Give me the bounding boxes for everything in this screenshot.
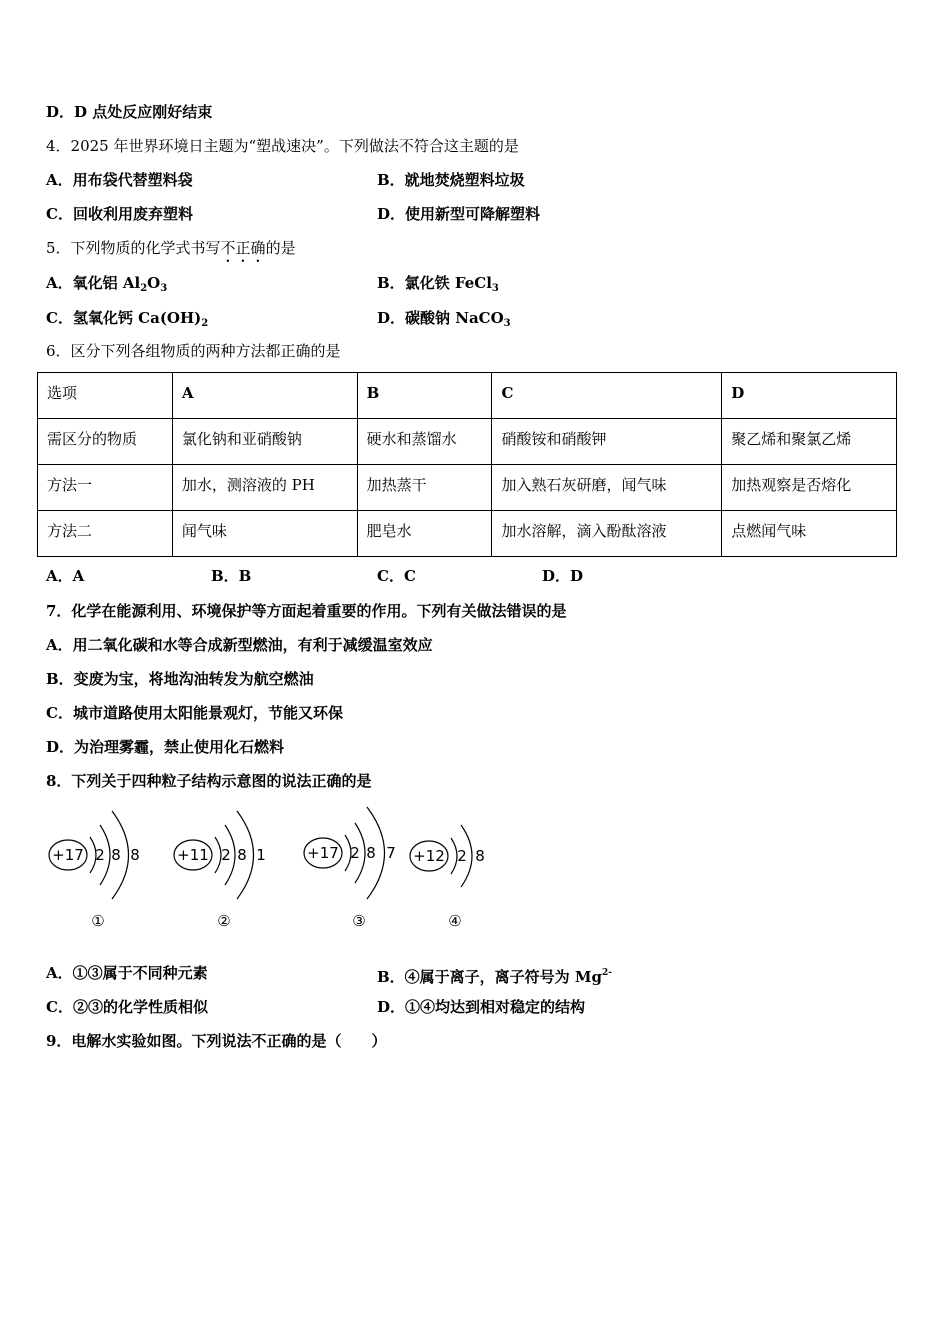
shell-electrons: 8: [130, 846, 140, 864]
nucleus-charge: +17: [307, 844, 339, 862]
particle-4: [410, 825, 485, 930]
nucleus-charge: +12: [413, 847, 445, 865]
particle-3: [304, 807, 396, 930]
shell-electrons: 2: [95, 846, 105, 864]
q8-option-d: D．①④均达到相对稳定的结构: [377, 998, 586, 1016]
q8-b-text: B．④属于离子，离子符号为 Mg: [377, 968, 602, 986]
particle-2: [174, 811, 266, 930]
q6-option-d: D．D: [542, 567, 584, 585]
q5-stem: [46, 238, 296, 266]
particle-1: [49, 811, 140, 930]
shell-electrons: 8: [366, 844, 376, 862]
particle-structure-diagram: [40, 795, 500, 940]
shell-electrons: 2: [457, 847, 467, 865]
table-cell: 选项: [38, 373, 173, 419]
q6-option-a: A．A: [46, 567, 85, 585]
electron-shell: [215, 837, 221, 873]
q5-a-label: A．氧化铝 Al: [46, 274, 141, 292]
table-cell: 加热蒸干: [357, 465, 492, 511]
q5-c-sub: 2: [201, 318, 209, 329]
q3-option-d: D．D 点处反应刚好结束: [46, 103, 213, 121]
q6-option-b: B．B: [211, 567, 252, 585]
table-cell: 聚乙烯和聚氯乙烯: [722, 419, 897, 465]
table-cell: 方法二: [38, 511, 173, 557]
q4-option-c: C．回收利用废弃塑料: [46, 205, 193, 223]
table-cell: 点燃闻气味: [722, 511, 897, 557]
q6-table: [37, 372, 897, 557]
table-row: [38, 419, 897, 465]
shell-electrons: 8: [237, 846, 247, 864]
q5-b-label: B．氯化铁 FeCl: [377, 274, 492, 292]
q6-stem: 6．区分下列各组物质的两种方法都正确的是: [46, 342, 341, 360]
q5-b-sub: 3: [491, 283, 499, 294]
q8-stem: 8．下列关于四种粒子结构示意图的说法正确的是: [46, 772, 372, 790]
table-cell: A: [172, 373, 357, 419]
table-cell: D: [722, 373, 897, 419]
q7-option-a: A．用二氧化碳和水等合成新型燃油，有利于减缓温室效应: [46, 636, 433, 654]
q5-c-label: C．氢氧化钙 Ca(OH): [46, 309, 202, 327]
q5-d-label: D．碳酸钠 NaCO: [377, 309, 504, 327]
q5-a-mid: O: [147, 274, 161, 292]
particle-label: ③: [352, 912, 366, 930]
table-cell: 肥皂水: [357, 511, 492, 557]
table-cell: 闻气味: [172, 511, 357, 557]
q4-option-b: B．就地焚烧塑料垃圾: [377, 171, 525, 189]
shell-electrons: 8: [475, 847, 485, 865]
table-cell: 氯化钠和亚硝酸钠: [172, 419, 357, 465]
q8-b-charge: 2-: [602, 968, 612, 978]
q5-d-sub: 3: [503, 318, 511, 329]
shell-electrons: 1: [256, 846, 266, 864]
q5-stem-pre: 5．下列物质的化学式书写: [46, 239, 221, 257]
table-row: [38, 373, 897, 419]
q4-option-a: A．用布袋代替塑料袋: [46, 171, 193, 189]
shell-electrons: 7: [386, 844, 396, 862]
q7-option-b: B．变废为宝，将地沟油转发为航空燃油: [46, 670, 314, 688]
q5-a-sub1: 2: [140, 283, 148, 294]
particle-label: ②: [217, 912, 231, 930]
q6-option-c: C．C: [377, 567, 416, 585]
q4-option-d: D．使用新型可降解塑料: [377, 205, 541, 223]
particle-label: ①: [91, 912, 105, 930]
q5-option-d: [377, 308, 511, 334]
table-cell: 加入熟石灰研磨，闻气味: [492, 465, 722, 511]
q8-option-b: [377, 963, 612, 987]
table-row: [38, 511, 897, 557]
table-cell: C: [492, 373, 722, 419]
shell-electrons: 2: [350, 844, 360, 862]
q7-option-d: D．为治理雾霾，禁止使用化石燃料: [46, 738, 285, 756]
q7-stem: 7．化学在能源利用、环境保护等方面起着重要的作用。下列有关做法错误的是: [46, 602, 567, 620]
q8-option-a: A．①③属于不同种元素: [46, 964, 208, 982]
q8-option-c: C．②③的化学性质相似: [46, 998, 208, 1016]
shell-electrons: 8: [111, 846, 121, 864]
q5-stem-emphasis: 不正确: [220, 239, 266, 257]
table-cell: 硝酸铵和硝酸钾: [492, 419, 722, 465]
table-row: [38, 465, 897, 511]
table-cell: 硬水和蒸馏水: [357, 419, 492, 465]
table-cell: 加水，测溶液的 PH: [172, 465, 357, 511]
q4-stem: 4．2025 年世界环境日主题为“塑战速决”。下列做法不符合这主题的是: [46, 137, 519, 155]
q5-a-sub2: 3: [160, 283, 168, 294]
q5-stem-post: 的是: [265, 239, 296, 257]
table-cell: 加热观察是否熔化: [722, 465, 897, 511]
table-cell: B: [357, 373, 492, 419]
table-cell: 加水溶解，滴入酚酞溶液: [492, 511, 722, 557]
nucleus-charge: +11: [177, 846, 209, 864]
table-cell: 需区分的物质: [38, 419, 173, 465]
table-cell: 方法一: [38, 465, 173, 511]
q5-option-b: [377, 273, 499, 299]
shell-electrons: 2: [221, 846, 231, 864]
q9-stem: 9．电解水实验如图。下列说法不正确的是（ ）: [46, 1032, 387, 1050]
q5-option-a: [46, 273, 167, 299]
q5-option-c: [46, 308, 208, 334]
nucleus-charge: +17: [52, 846, 84, 864]
particle-label: ④: [448, 912, 462, 930]
q7-option-c: C．城市道路使用太阳能景观灯，节能又环保: [46, 704, 343, 722]
electron-shell: [451, 838, 457, 874]
